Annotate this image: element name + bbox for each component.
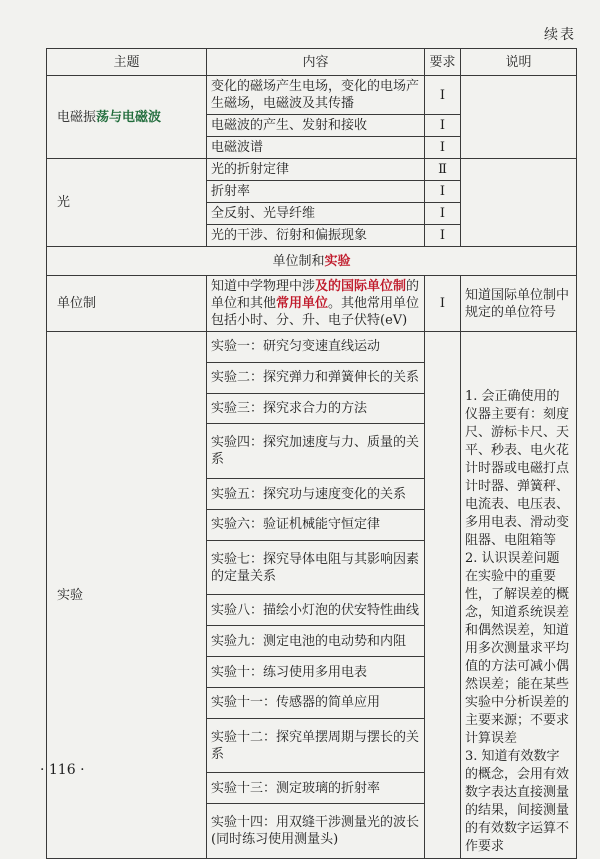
section-title: [47, 247, 577, 276]
topic-highlight: 荡与电磁波: [96, 109, 162, 125]
section-row: [47, 247, 577, 276]
column-header-topic: 主题: [47, 49, 207, 76]
topic-em-waves: [47, 76, 207, 159]
requirement-cell: Ⅱ: [425, 159, 461, 181]
units-highlight: 常用单位: [276, 296, 329, 311]
experiment-cell: 实验十四：用双缝干涉测量光的波长(同时练习使用测量头): [207, 804, 425, 859]
experiment-notes: [461, 332, 577, 859]
section-title-text: 单位制和: [272, 253, 325, 269]
experiment-cell: 实验九：测定电池的电动势和内阻: [207, 626, 425, 657]
units-highlight: 及的国际单位制: [315, 279, 407, 294]
experiment-cell: 实验四：探究加速度与力、质量的关系: [207, 424, 425, 479]
notes-cell-units: 知道国际单位制中规定的单位符号: [461, 276, 577, 332]
page-number: · 116 ·: [40, 762, 85, 778]
content-cell: 光的干涉、衍射和偏振现象: [207, 225, 425, 247]
units-text: 。其他常用单位包括小时、分、升、电子伏特(eV): [211, 296, 420, 328]
note-item: 3. 知道有效数字的概念，会用有效数字表达直接测量的结果，间接测量的有效数字运算不作要求: [465, 749, 570, 854]
requirement-cell: [425, 332, 461, 859]
requirement-cell: Ⅰ: [425, 181, 461, 203]
content-cell-units: [207, 276, 425, 332]
experiment-cell: 实验二：探究弹力和弹簧伸长的关系: [207, 362, 425, 393]
experiment-cell: 实验八：描绘小灯泡的伏安特性曲线: [207, 595, 425, 626]
table-row: [47, 332, 577, 363]
column-header-notes: 说明: [461, 49, 577, 76]
experiment-cell: 实验十：练习使用多用电表: [207, 657, 425, 688]
continued-label: 续表: [544, 27, 576, 43]
experiment-cell: 实验十三：测定玻璃的折射率: [207, 773, 425, 804]
topic-experiments: 实验: [47, 332, 207, 859]
table-row: [47, 76, 577, 115]
syllabus-table: [46, 48, 577, 859]
column-header-content: 内容: [207, 49, 425, 76]
table-row: [47, 276, 577, 332]
column-header-requirement: 要求: [425, 49, 461, 76]
content-cell: 电磁波的产生、发射和接收: [207, 115, 425, 137]
experiment-cell: 实验六：验证机械能守恒定律: [207, 509, 425, 540]
note-item: 1. 会正确使用的仪器主要有：刻度尺、游标卡尺、天平、秒表、电火花计时器或电磁打点计时器、弹簧秤、电流表、电压表、多用电表、滑动变阻器、电阻箱等: [465, 389, 570, 548]
requirement-cell: Ⅰ: [425, 137, 461, 159]
requirement-cell: Ⅰ: [425, 76, 461, 115]
notes-cell: [461, 159, 577, 247]
notes-cell: [461, 76, 577, 159]
note-item: 2. 认识误差问题在实验中的重要性，了解误差的概念，知道系统误差和偶然误差，知道用多次测量求平均值的方法可减小偶然误差；能在某些实验中分析误差的主要来源；不要求计算误差: [465, 551, 570, 746]
requirement-cell: Ⅰ: [425, 203, 461, 225]
content-cell: 电磁波谱: [207, 137, 425, 159]
experiment-cell: 实验五：探究功与速度变化的关系: [207, 479, 425, 510]
topic-units: 单位制: [47, 276, 207, 332]
requirement-cell: Ⅰ: [425, 225, 461, 247]
table-row: [47, 159, 577, 181]
requirement-cell: Ⅰ: [425, 276, 461, 332]
content-cell: 折射率: [207, 181, 425, 203]
experiment-cell: 实验一：研究匀变速直线运动: [207, 332, 425, 363]
content-cell: 光的折射定律: [207, 159, 425, 181]
content-cell: 全反射、光导纤维: [207, 203, 425, 225]
units-text: 知道中学物理中涉: [211, 279, 316, 294]
content-cell: 变化的磁场产生电场，变化的电场产生磁场，电磁波及其传播: [207, 76, 425, 115]
header-row: [47, 49, 577, 76]
topic-light: 光: [47, 159, 207, 247]
experiment-cell: 实验十一：传感器的简单应用: [207, 687, 425, 718]
units-text: 的单位和其他: [211, 279, 420, 311]
topic-text: 电磁振: [57, 109, 97, 125]
experiment-cell: 实验三：探究求合力的方法: [207, 393, 425, 424]
section-title-highlight: 实验: [324, 253, 351, 269]
requirement-cell: Ⅰ: [425, 115, 461, 137]
experiment-cell: 实验七：探究导体电阻与其影响因素的定量关系: [207, 540, 425, 595]
experiment-cell: 实验十二：探究单摆周期与摆长的关系: [207, 718, 425, 773]
